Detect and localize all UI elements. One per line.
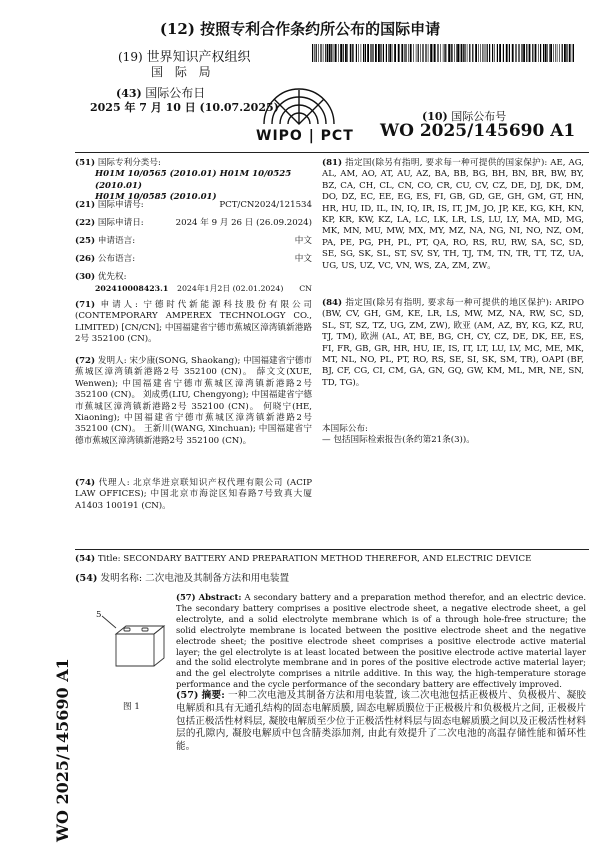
org-code: (19) — [118, 50, 143, 64]
barcode-bar — [445, 44, 446, 62]
barcode-bar — [327, 44, 328, 62]
title-cn: 发明名称: 二次电池及其制备方法和用电装置 — [100, 573, 290, 584]
barcode-bar — [353, 44, 354, 62]
barcode-bar — [428, 44, 429, 62]
published-with-item: — 包括国际检索报告(条约第21条(3))。 — [322, 435, 475, 446]
barcode-bar — [408, 44, 409, 62]
c26-label: 公布语言: — [97, 254, 136, 264]
c25-code: (25) — [75, 236, 96, 246]
barcode-bar — [340, 44, 342, 62]
classification-block — [75, 158, 312, 204]
barcode-bar — [410, 44, 412, 62]
barcode-bar — [401, 44, 403, 62]
barcode-bar — [365, 44, 366, 62]
barcode-bar — [392, 44, 393, 62]
barcode-bar — [540, 44, 541, 62]
figure-ref-number: 5 — [96, 610, 102, 620]
barcode-bar — [314, 44, 315, 62]
barcode-bar — [487, 44, 488, 62]
barcode-bar — [444, 44, 445, 62]
barcode-bar — [389, 44, 391, 62]
published-with-block — [322, 424, 584, 447]
pub-no-code: (10) — [422, 110, 448, 123]
designated-states-regional — [322, 298, 584, 389]
pub-date-label: 国际公布日 — [145, 86, 206, 100]
barcode-bar — [456, 44, 457, 62]
abstract-en-label: Abstract: — [198, 592, 242, 602]
barcode-bar — [394, 44, 396, 62]
barcode-bar — [475, 44, 477, 62]
barcode-bar — [373, 44, 374, 62]
barcode-bar — [383, 44, 384, 62]
c51-label: 国际专利分类号: — [97, 158, 161, 168]
barcode-bar — [484, 44, 485, 62]
c81-code: (81) — [322, 158, 343, 168]
abstract-cn-text: 一种二次电池及其制备方法和用电装置, 该二次电池包括正极极片、负极极片、凝胶电解质和具有无通孔结构的固态电解质膜, 固态电解质膜位于正极极片和负极极片之间, 正极极片包括正极活性材料层, 凝胶电解质至少位于正极活性材料层与固态电解质膜之间以及正极活性材料层的孔隙内, 凝胶电解质中包含腈类添加剂, 由此有效提升了二次电池的高温存储性能和循环性能。 — [176, 690, 586, 753]
barcode-bar — [388, 44, 389, 62]
barcode-bar — [320, 44, 321, 62]
barcode-bar — [335, 44, 337, 62]
barcode-bar — [569, 44, 571, 62]
barcode-bar — [550, 44, 552, 62]
c74-text: 代理人: 北京华进京联知识产权代理有限公司 (ACIP LAW OFFICES); 中国北京市海淀区知春路7号致真大厦A1403 100191 (CN)。 — [75, 478, 312, 511]
barcode-bar — [406, 44, 407, 62]
barcode-bar — [559, 44, 560, 62]
publication-number: WO 2025/145690 A1 — [380, 121, 576, 141]
barcode-bar — [448, 44, 450, 62]
barcode-bar — [433, 44, 434, 62]
title-en-code: (54) — [75, 554, 96, 564]
barcode-bar — [482, 44, 483, 62]
c21-value: PCT/CN2024/121534 — [219, 200, 312, 210]
barcode-bar — [506, 44, 508, 62]
barcode-bar — [358, 44, 359, 62]
barcode-bar — [555, 44, 556, 62]
issuing-office — [118, 50, 250, 79]
barcode-bar — [463, 44, 464, 62]
c26-code: (26) — [75, 254, 96, 264]
barcode-bar — [413, 44, 414, 62]
filing-date-row — [75, 218, 312, 229]
barcode-bar — [460, 44, 461, 62]
barcode-bar — [562, 44, 563, 62]
barcode-bar — [398, 44, 400, 62]
barcode-bar — [375, 44, 377, 62]
title-cn-code: (54) — [75, 573, 98, 584]
barcode-bar — [485, 44, 486, 62]
barcode-bar — [452, 44, 453, 62]
barcode-bar — [420, 44, 421, 62]
barcode-bar — [549, 44, 550, 62]
title-divider — [75, 549, 589, 550]
abstract-en-code: (57) — [176, 592, 196, 602]
c84-code: (84) — [322, 298, 343, 308]
barcode-bar — [464, 44, 465, 62]
barcode-bar — [338, 44, 339, 62]
barcode-bar — [494, 44, 495, 62]
barcode-bar — [503, 44, 504, 62]
barcode-bar — [331, 44, 332, 62]
side-publication-number: WO 2025/145690 A1 — [53, 658, 72, 842]
barcode-bar — [443, 44, 444, 62]
barcode-bar — [512, 44, 514, 62]
barcode-bar — [492, 44, 493, 62]
barcode-bar — [386, 44, 387, 62]
barcode-bar — [472, 44, 473, 62]
designated-states-national — [322, 158, 584, 272]
barcode-bar — [434, 44, 436, 62]
c81-text: 指定国(除另有指明, 要求每一种可提供的国家保护): AE, AG, AL, AM, AO, AT, AU, AZ, BA, BB, BG, BH, BN, BR, BW, BY, BZ, CA, CH, CL, CN, CO, CR, CU, CV, CZ, DE, DJ, DK, DM, DO, DZ, EC, EE, EG, ES, FI, GB, GD, GE, GH, GM, GT, HN, HR, HU, ID, IL, IN, IQ, IR, IS, IT, JM, JO, JP, KE, KG, KH, KN, KP, KR, KW, KZ, LA, LC, LK, LR, LS, LU, LY, MA, MD, MG, MK, MN, MU, MW, MX, MY, MZ, NA, NG, NI, NO, NZ, OM, PA, PE, PG, PH, PL, PT, QA, RO, RS, RU, RW, SA, SC, SD, SE, SG, SK, SL, ST, SV, SY, TH, TJ, TM, TN, TR, TT, TZ, UA, UG, US, UZ, VC, VN, WS, ZA, ZM, ZW。 — [322, 158, 584, 271]
c51-line-2: H01M 10/0585 (2010.01) — [95, 192, 217, 203]
c71-code: (71) — [75, 300, 96, 310]
priority-block — [75, 272, 312, 295]
barcode-bar — [370, 44, 371, 62]
abstract-cn — [176, 690, 586, 754]
barcode-bar — [538, 44, 539, 62]
c21-label: 国际申请号: — [97, 200, 144, 210]
barcode-bar — [451, 44, 452, 62]
inventor-block — [75, 356, 312, 447]
barcode-bar — [523, 44, 525, 62]
c30-label: 优先权: — [97, 272, 127, 282]
barcode-bar — [325, 44, 326, 62]
wipo-pct-wordmark: WIPO | PCT — [256, 128, 354, 144]
barcode-bar — [532, 44, 533, 62]
abstract-en — [176, 592, 586, 690]
org-name: 世界知识产权组织 — [146, 50, 251, 65]
barcode-bar — [457, 44, 459, 62]
c71-text: 申请人: 宁德时代新能源科技股份有限公司 (CONTEMPORARY AMPEREX TECHNOLOGY CO., LIMITED) [CN/CN]; 中国福建省宁德市蕉城区漳湾镇新港路2号 352100 (CN)。 — [75, 300, 312, 345]
barcode-bar — [469, 44, 470, 62]
barcode-bar — [557, 44, 558, 62]
barcode-bar — [440, 44, 441, 62]
barcode-bar — [564, 44, 566, 62]
pub-no-label: 国际公布号 — [451, 110, 507, 123]
barcode-bar — [334, 44, 335, 62]
barcode-bar — [371, 44, 372, 62]
c22-value: 2024 年 9 月 26 日 (26.09.2024) — [175, 218, 312, 228]
barcode-bar — [521, 44, 522, 62]
barcode-bar — [454, 44, 455, 62]
c84-text: 指定国(除另有指明, 要求每一种可提供的地区保护): ARIPO (BW, CV, GH, GM, KE, LR, LS, MW, MZ, NA, RW, SC, SD, SL, ST, SZ, TZ, UG, ZM, ZW), 欧亚 (AM, AZ, BY, KG, KZ, RU, TJ, TM), 欧洲 (AL, AT, BE, BG, CH, CY, CZ, DE, DK, EE, ES, FI, FR, GB, GR, HR, HU, IE, IS, IT, LT, LU, LV, MC, ME, MK, MT, NL, NO, PL, PT, RO, RS, SE, SI, SK, SM, TR), OAPI (BF, BJ, CF, CG, CI, CM, GA, GN, GQ, GW, KM, ML, MR, NE, SN, TD, TG)。 — [322, 298, 584, 388]
barcode-bar — [350, 44, 351, 62]
barcode-bar — [361, 44, 362, 62]
barcode-bar — [566, 44, 567, 62]
barcode — [312, 44, 574, 62]
filing-language-row — [75, 236, 312, 247]
barcode-bar — [352, 44, 353, 62]
barcode-bar — [489, 44, 490, 62]
barcode-bar — [480, 44, 481, 62]
barcode-bar — [437, 44, 438, 62]
barcode-bar — [526, 44, 527, 62]
c72-code: (72) — [75, 356, 96, 366]
abstract-cn-label: 摘要: — [201, 690, 225, 701]
barcode-bar — [422, 44, 423, 62]
barcode-bar — [467, 44, 468, 62]
c30-country: CN — [299, 284, 312, 294]
barcode-bar — [553, 44, 554, 62]
c30-code: (30) — [75, 272, 96, 282]
application-number-row — [75, 200, 312, 211]
c30-date: 2024年1月2日 (02.01.2024) — [177, 284, 284, 294]
barcode-bar — [323, 44, 324, 62]
barcode-bar — [345, 44, 347, 62]
barcode-bar — [316, 44, 317, 62]
c22-label: 国际申请日: — [97, 218, 144, 228]
c22-code: (22) — [75, 218, 96, 228]
barcode-bar — [416, 44, 417, 62]
barcode-bar — [509, 44, 510, 62]
agent-block — [75, 478, 312, 512]
barcode-bar — [380, 44, 381, 62]
title-cn-row — [75, 570, 589, 584]
publication-language-row — [75, 254, 312, 265]
c25-label: 申请语言: — [97, 236, 136, 246]
applicant-block — [75, 300, 312, 346]
barcode-bar — [572, 44, 573, 62]
header-divider — [75, 152, 589, 153]
barcode-bar — [497, 44, 498, 62]
barcode-bar — [478, 44, 479, 62]
barcode-bar — [529, 44, 531, 62]
c26-value: 中文 — [294, 254, 312, 264]
pub-date-value: 2025 年 7 月 10 日 (10.07.2025) — [90, 101, 279, 114]
barcode-bar — [547, 44, 548, 62]
barcode-bar — [545, 44, 547, 62]
barcode-bar — [515, 44, 516, 62]
battery-figure — [100, 614, 170, 674]
abstract-cn-code: (57) — [176, 690, 199, 701]
barcode-bar — [461, 44, 462, 62]
barcode-bar — [378, 44, 380, 62]
c30-number: 202410008423.1 — [95, 284, 169, 294]
barcode-bar — [425, 44, 426, 62]
abstract-en-text: A secondary battery and a preparation method therefor, and an electric device. The secondary battery comprises a positive electrode sheet, a negative electrode sheet, a gel electrolyte, and a solid electrolyte membrane which is of a through hole-free structure; the solid electrolyte membrane is located between the positive electrode sheet and the negative electrode sheet; the positive electrode sheet comprises a positive electrode active material layer; the gel electrolyte is at least located between the positive electrode active material layer and the solid electrolyte membrane and in pores of the positive electrode active material layer; and the gel electrolyte comprises a nitrile additive. In this way, the high-temperature storage performance and the cycle performance of the secondary battery are effectively improved. — [176, 592, 586, 690]
barcode-bar — [404, 44, 405, 62]
barcode-bar — [573, 44, 574, 62]
title-en-row — [75, 554, 589, 564]
barcode-bar — [347, 44, 348, 62]
barcode-bar — [356, 44, 357, 62]
barcode-bar — [535, 44, 537, 62]
figure-caption: 图 1 — [123, 702, 140, 712]
c72-text: 发明人: 宋少康(SONG, Shaokang); 中国福建省宁德市蕉城区漳湾镇新港路2号 352100 (CN)。 薛文文(XUE, Wenwen); 中国福建省宁德市蕉城区漳湾镇新港路2号 352100 (CN)。 刘成勇(LIU, Chengyong); 中国福建省宁德市蕉城区漳湾镇新港路2号 352100 (CN)。 何晓宁(HE, Xiaoning); 中国福建省宁德市蕉城区漳湾镇新港路2号 352100 (CN)。 王新川(WANG, Xinchuan); 中国福建省宁德市蕉城区漳湾镇新港路2号 352100 (CN)。 — [75, 356, 313, 446]
published-with-label: 本国际公布: — [322, 424, 368, 434]
barcode-bar — [343, 44, 344, 62]
c51-line-1: H01M 10/0565 (2010.01) H01M 10/0525 (2010.01) — [95, 169, 292, 191]
barcode-bar — [418, 44, 419, 62]
c74-code: (74) — [75, 478, 96, 488]
barcode-bar — [499, 44, 501, 62]
barcode-bar — [543, 44, 544, 62]
barcode-bar — [430, 44, 432, 62]
c51-code: (51) — [75, 158, 96, 168]
barcode-bar — [318, 44, 319, 62]
barcode-bar — [329, 44, 331, 62]
org-sub: 国 际 局 — [151, 65, 215, 79]
c21-code: (21) — [75, 200, 96, 210]
barcode-bar — [363, 44, 364, 62]
pub-date-code: (43) — [116, 87, 142, 100]
c25-value: 中文 — [294, 236, 312, 246]
barcode-bar — [367, 44, 369, 62]
document-kind-title: (12) 按照专利合作条约所公布的国际申请 — [159, 20, 441, 38]
barcode-bar — [518, 44, 519, 62]
barcode-bar — [312, 44, 313, 62]
title-en: Title: SECONDARY BATTERY AND PREPARATION METHOD THEREFOR, AND ELECTRIC DEVICE — [97, 554, 532, 564]
